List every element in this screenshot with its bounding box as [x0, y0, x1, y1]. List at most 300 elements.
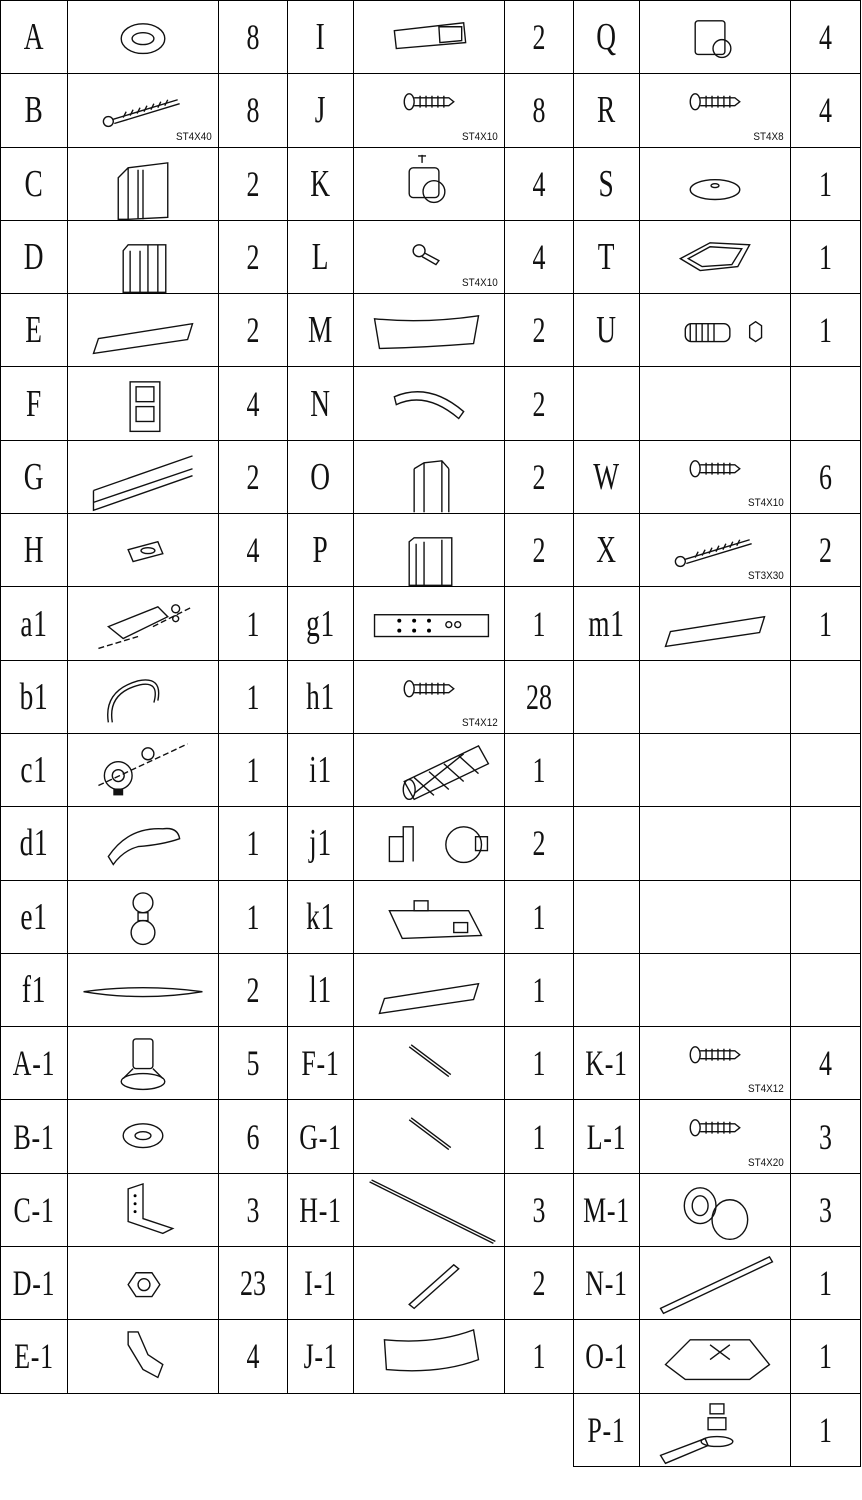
- part-quantity: 4: [819, 90, 832, 131]
- part-quantity: 6: [246, 1116, 260, 1157]
- part-image-cell: [68, 1027, 219, 1100]
- strip-icon: [68, 954, 218, 1026]
- part-label: D-1: [12, 1263, 56, 1304]
- part-label: a1: [20, 602, 48, 645]
- part-image-cell: [354, 294, 505, 367]
- part-qty-cell: [219, 220, 288, 293]
- part-quantity: 1: [246, 676, 260, 717]
- part-quantity: 1: [819, 237, 832, 278]
- part-quantity: 1: [532, 1043, 546, 1084]
- part-qty-cell: [505, 1393, 574, 1466]
- drain-icon: [640, 1394, 790, 1466]
- part-label-cell: [574, 587, 640, 660]
- part-spec-code: ST4X8: [753, 130, 784, 143]
- parts-row: [1, 294, 861, 367]
- part-spec-code: ST4X10: [748, 497, 784, 510]
- part-qty-cell: [505, 294, 574, 367]
- part-label: H: [23, 529, 45, 572]
- parts-row: [1, 220, 861, 293]
- part-label-cell: [1, 220, 68, 293]
- part-quantity: 4: [819, 1043, 832, 1084]
- part-quantity: 2: [246, 310, 260, 351]
- hose-icon: [68, 661, 218, 733]
- part-label: f1: [21, 969, 47, 1011]
- part-label: E: [25, 309, 43, 352]
- bracket-icon: [68, 514, 218, 586]
- part-image-cell: [68, 660, 219, 733]
- roller-icon: [354, 148, 504, 220]
- part-label-cell: [574, 1173, 640, 1246]
- part-image-cell: [68, 220, 219, 293]
- part-image-cell: [354, 1027, 505, 1100]
- part-qty-cell: [505, 953, 574, 1026]
- part-label-cell: [288, 1320, 354, 1393]
- part-label-cell: [1, 74, 68, 147]
- part-label-cell: [288, 74, 354, 147]
- part-image-cell: [68, 1247, 219, 1320]
- part-image-cell: [640, 220, 791, 293]
- part-quantity: 1: [246, 603, 260, 644]
- bar-icon: [354, 1247, 504, 1319]
- part-quantity: 8: [246, 90, 260, 131]
- part-qty-cell: [219, 733, 288, 806]
- part-label-cell: [288, 733, 354, 806]
- part-quantity: 1: [819, 1336, 832, 1377]
- part-image-cell: [68, 74, 219, 147]
- part-quantity: 4: [532, 163, 546, 204]
- part-quantity: 4: [246, 530, 260, 571]
- part-label: A-1: [12, 1043, 56, 1084]
- long-bar-icon: [640, 1247, 790, 1319]
- part-image-cell: [354, 587, 505, 660]
- part-image-cell: [354, 367, 505, 440]
- part-label-cell: [1, 1247, 68, 1320]
- part-image-cell: [640, 660, 791, 733]
- part-qty-cell: [505, 1027, 574, 1100]
- part-label-cell: [1, 1393, 68, 1466]
- part-image-cell: [354, 807, 505, 880]
- part-label: e1: [20, 895, 48, 938]
- part-image-cell: [640, 1247, 791, 1320]
- part-image-cell: [640, 1320, 791, 1393]
- part-qty-cell: [505, 880, 574, 953]
- part-spec-code: ST4X40: [176, 130, 212, 143]
- part-label-cell: [288, 147, 354, 220]
- part-label: M-1: [583, 1189, 630, 1230]
- parts-row: [1, 1173, 861, 1246]
- parts-row: [1, 147, 861, 220]
- part-quantity: 4: [246, 383, 260, 424]
- part-quantity: 1: [532, 1116, 546, 1157]
- part-label-cell: [288, 660, 354, 733]
- angle-profile-icon: [354, 441, 504, 513]
- part-qty-cell: [219, 880, 288, 953]
- part-qty-cell: [791, 367, 861, 440]
- part-label: i1: [309, 749, 332, 792]
- parts-row: [1, 807, 861, 880]
- handle-icon: [354, 367, 504, 439]
- part-label-cell: [1, 1100, 68, 1173]
- parts-row: [1, 74, 861, 147]
- parts-row: [1, 514, 861, 587]
- part-label-cell: [288, 1027, 354, 1100]
- part-label: R: [597, 89, 616, 132]
- part-label: G: [23, 455, 45, 498]
- part-qty-cell: [219, 294, 288, 367]
- glass-panel-icon: [354, 954, 504, 1026]
- part-image-cell: [640, 1, 791, 74]
- shower-head-icon: [68, 807, 218, 879]
- part-label: U: [596, 309, 617, 352]
- short-rod-icon: [354, 1100, 504, 1172]
- part-quantity: 2: [819, 530, 832, 571]
- part-image-cell: [68, 440, 219, 513]
- part-image-cell: [68, 587, 219, 660]
- profile-icon: [68, 221, 218, 293]
- part-label: A: [23, 16, 45, 59]
- part-label: H-1: [299, 1189, 342, 1230]
- part-label-cell: [574, 807, 640, 880]
- part-image-cell: [68, 733, 219, 806]
- part-quantity: 1: [532, 896, 546, 937]
- parts-row: [1, 880, 861, 953]
- part-image-cell: [354, 660, 505, 733]
- parts-row: [1, 660, 861, 733]
- angle-bracket-icon: [68, 1174, 218, 1246]
- part-qty-cell: [791, 74, 861, 147]
- part-image-cell: [354, 1393, 505, 1466]
- part-image-cell: [354, 733, 505, 806]
- part-label-cell: [1, 587, 68, 660]
- glass-panel-icon: [68, 294, 218, 366]
- part-quantity: 2: [246, 970, 260, 1010]
- part-image-cell: [68, 294, 219, 367]
- part-label: F: [26, 382, 42, 425]
- part-qty-cell: [505, 1320, 574, 1393]
- part-label: k1: [306, 895, 335, 938]
- part-image-cell: [68, 1, 219, 74]
- glass-panel-icon: [640, 587, 790, 659]
- part-qty-cell: [791, 733, 861, 806]
- part-image-cell: [640, 953, 791, 1026]
- part-label-cell: [1, 733, 68, 806]
- part-label: D: [23, 236, 45, 279]
- part-image-cell: [68, 1393, 219, 1466]
- part-quantity: 2: [532, 17, 546, 58]
- part-label: M: [307, 309, 334, 352]
- part-quantity: 5: [246, 1043, 260, 1084]
- part-qty-cell: [791, 807, 861, 880]
- part-qty-cell: [791, 1027, 861, 1100]
- part-image-cell: [68, 880, 219, 953]
- part-image-cell: [354, 74, 505, 147]
- part-quantity: 1: [532, 970, 546, 1010]
- part-label: P: [312, 529, 329, 572]
- part-image-cell: [354, 880, 505, 953]
- part-quantity: 1: [246, 896, 260, 937]
- drain-kit-icon: [640, 294, 790, 366]
- part-quantity: 3: [819, 1116, 832, 1157]
- part-qty-cell: [505, 1173, 574, 1246]
- mesh-tube-icon: [354, 734, 504, 806]
- part-spec-code: ST4X10: [462, 130, 498, 143]
- part-label-cell: [288, 953, 354, 1026]
- part-quantity: 1: [819, 1263, 832, 1304]
- part-image-cell: [640, 440, 791, 513]
- part-qty-cell: [791, 220, 861, 293]
- part-image-cell: [68, 367, 219, 440]
- part-quantity: 2: [246, 456, 260, 497]
- part-image-cell: [640, 74, 791, 147]
- part-label-cell: [574, 733, 640, 806]
- part-label-cell: [288, 880, 354, 953]
- part-qty-cell: [791, 953, 861, 1026]
- part-qty-cell: [219, 953, 288, 1026]
- part-label-cell: [288, 1100, 354, 1173]
- part-label-cell: [574, 1393, 640, 1466]
- wall-profile-icon: [68, 148, 218, 220]
- part-spec-code: ST4X12: [462, 716, 498, 729]
- part-quantity: 1: [819, 163, 832, 204]
- part-qty-cell: [791, 880, 861, 953]
- part-image-cell: [640, 1173, 791, 1246]
- part-image-cell: [640, 514, 791, 587]
- rail-icon: [68, 441, 218, 513]
- corner-shelf-icon: [640, 221, 790, 293]
- part-label: I: [315, 16, 326, 59]
- part-label-cell: [1, 953, 68, 1026]
- part-qty-cell: [219, 147, 288, 220]
- part-image-cell: [640, 147, 791, 220]
- part-qty-cell: [505, 1100, 574, 1173]
- part-label: O: [310, 455, 331, 498]
- part-quantity: 1: [246, 823, 260, 864]
- part-label: L: [311, 236, 330, 279]
- part-image-cell: [640, 367, 791, 440]
- part-image-cell: [68, 953, 219, 1026]
- part-label: L-1: [586, 1116, 627, 1157]
- part-label-cell: [574, 147, 640, 220]
- part-image-cell: [68, 1100, 219, 1173]
- short-rod-icon: [354, 1027, 504, 1099]
- panel-bar-icon: [354, 587, 504, 659]
- part-label: C: [24, 162, 44, 205]
- part-label: C-1: [13, 1189, 55, 1230]
- part-label: J: [314, 89, 327, 132]
- part-label: X: [596, 529, 617, 572]
- part-label-cell: [288, 587, 354, 660]
- part-quantity: 3: [819, 1189, 832, 1230]
- nut-icon: [68, 1247, 218, 1319]
- part-qty-cell: [791, 660, 861, 733]
- part-image-cell: [640, 587, 791, 660]
- parts-row: [1, 953, 861, 1026]
- part-qty-cell: [505, 147, 574, 220]
- part-image-cell: [354, 1247, 505, 1320]
- part-label: Q: [596, 16, 617, 59]
- part-label: B-1: [13, 1116, 55, 1157]
- part-qty-cell: [219, 1027, 288, 1100]
- part-label: E-1: [14, 1336, 54, 1377]
- part-quantity: 1: [819, 603, 832, 644]
- part-quantity: 4: [532, 237, 546, 278]
- part-label-cell: [1, 807, 68, 880]
- part-image-cell: [354, 1100, 505, 1173]
- parts-row: [1, 367, 861, 440]
- clip-icon: [354, 1, 504, 73]
- part-label: W: [593, 455, 620, 498]
- apron-icon: [354, 1320, 504, 1392]
- part-qty-cell: [791, 514, 861, 587]
- part-label-cell: [574, 367, 640, 440]
- part-label-cell: [574, 880, 640, 953]
- part-quantity: 4: [819, 17, 832, 58]
- part-qty-cell: [791, 1393, 861, 1466]
- part-qty-cell: [219, 367, 288, 440]
- part-quantity: 1: [532, 1336, 546, 1377]
- part-quantity: 8: [246, 17, 260, 58]
- part-label: B: [24, 89, 44, 132]
- part-qty-cell: [791, 1247, 861, 1320]
- disc-icon: [640, 148, 790, 220]
- part-quantity: 1: [819, 1409, 832, 1450]
- part-spec-code: ST4X12: [748, 1083, 784, 1096]
- part-qty-cell: [219, 1173, 288, 1246]
- leg-foot-icon: [68, 1027, 218, 1099]
- part-label-cell: [288, 1, 354, 74]
- part-qty-cell: [505, 1247, 574, 1320]
- tray-icon: [640, 1320, 790, 1392]
- part-label: K: [310, 162, 331, 205]
- part-qty-cell: [791, 1100, 861, 1173]
- part-label-cell: [288, 294, 354, 367]
- parts-row: [1, 1027, 861, 1100]
- hose-clamp-icon: [354, 807, 504, 879]
- part-label: N-1: [585, 1263, 628, 1304]
- part-label-cell: [1, 1027, 68, 1100]
- part-image-cell: [354, 1173, 505, 1246]
- part-label-cell: [574, 1100, 640, 1173]
- part-qty-cell: [791, 1173, 861, 1246]
- part-label-cell: [574, 1, 640, 74]
- part-label-cell: [574, 1320, 640, 1393]
- part-label-cell: [288, 440, 354, 513]
- part-quantity: 2: [532, 310, 546, 351]
- part-qty-cell: [791, 1320, 861, 1393]
- part-label: m1: [588, 602, 625, 645]
- part-label: N: [310, 382, 331, 425]
- part-label: K-1: [585, 1043, 628, 1084]
- part-label: j1: [309, 822, 332, 865]
- part-label: J-1: [303, 1336, 338, 1377]
- roller-block-icon: [640, 1, 790, 73]
- part-qty-cell: [219, 807, 288, 880]
- part-label-cell: [288, 1393, 354, 1466]
- part-image-cell: [68, 147, 219, 220]
- part-quantity: 2: [532, 530, 546, 571]
- part-label: h1: [306, 675, 335, 718]
- part-label: d1: [19, 822, 49, 865]
- part-image-cell: [640, 733, 791, 806]
- channel-profile-icon: [354, 514, 504, 586]
- part-label-cell: [1, 294, 68, 367]
- part-image-cell: [640, 1393, 791, 1466]
- part-label: P-1: [587, 1409, 626, 1450]
- part-quantity: 2: [532, 456, 546, 497]
- part-label-cell: [574, 514, 640, 587]
- part-label-cell: [574, 294, 640, 367]
- part-quantity: 2: [246, 237, 260, 278]
- part-spec-code: ST4X20: [748, 1156, 784, 1169]
- part-qty-cell: [219, 1247, 288, 1320]
- part-label: S: [598, 162, 615, 205]
- shelf-icon: [354, 881, 504, 953]
- part-qty-cell: [219, 1100, 288, 1173]
- block-icon: [68, 367, 218, 439]
- part-image-cell: [640, 807, 791, 880]
- part-label-cell: [574, 440, 640, 513]
- part-label-cell: [1, 1320, 68, 1393]
- part-label: F-1: [301, 1043, 340, 1084]
- clip-hook-icon: [68, 1320, 218, 1392]
- part-qty-cell: [505, 367, 574, 440]
- parts-row: [1, 440, 861, 513]
- part-label-cell: [574, 1027, 640, 1100]
- part-qty-cell: [505, 660, 574, 733]
- part-quantity: 3: [246, 1189, 260, 1230]
- part-quantity: 2: [246, 163, 260, 204]
- part-quantity: 1: [532, 603, 546, 644]
- part-label: T: [597, 236, 616, 279]
- part-label-cell: [288, 1173, 354, 1246]
- part-quantity: 23: [240, 1263, 266, 1304]
- part-qty-cell: [505, 807, 574, 880]
- curved-panel-icon: [354, 294, 504, 366]
- part-image-cell: [354, 953, 505, 1026]
- part-label-cell: [1, 514, 68, 587]
- part-image-cell: [68, 1320, 219, 1393]
- part-qty-cell: [505, 514, 574, 587]
- part-qty-cell: [505, 440, 574, 513]
- part-label: I-1: [304, 1263, 337, 1304]
- part-quantity: 1: [819, 310, 832, 351]
- part-qty-cell: [219, 1, 288, 74]
- part-quantity: 1: [532, 750, 546, 791]
- ring-icon: [68, 1, 218, 73]
- part-qty-cell: [505, 587, 574, 660]
- part-label-cell: [1, 1173, 68, 1246]
- part-label-cell: [1, 1, 68, 74]
- valve-assembly-icon: [68, 587, 218, 659]
- part-qty-cell: [791, 1, 861, 74]
- part-image-cell: [354, 220, 505, 293]
- part-image-cell: [640, 1100, 791, 1173]
- part-quantity: 3: [532, 1189, 546, 1230]
- part-qty-cell: [219, 514, 288, 587]
- part-qty-cell: [505, 220, 574, 293]
- knob-icon: [68, 881, 218, 953]
- part-qty-cell: [219, 1393, 288, 1466]
- wall-outlet-icon: [68, 734, 218, 806]
- parts-row: [1, 1247, 861, 1320]
- part-label: c1: [20, 749, 48, 792]
- part-qty-cell: [219, 440, 288, 513]
- part-label-cell: [1, 660, 68, 733]
- parts-row: [1, 587, 861, 660]
- part-label-cell: [1, 147, 68, 220]
- part-image-cell: [354, 514, 505, 587]
- part-label-cell: [574, 1247, 640, 1320]
